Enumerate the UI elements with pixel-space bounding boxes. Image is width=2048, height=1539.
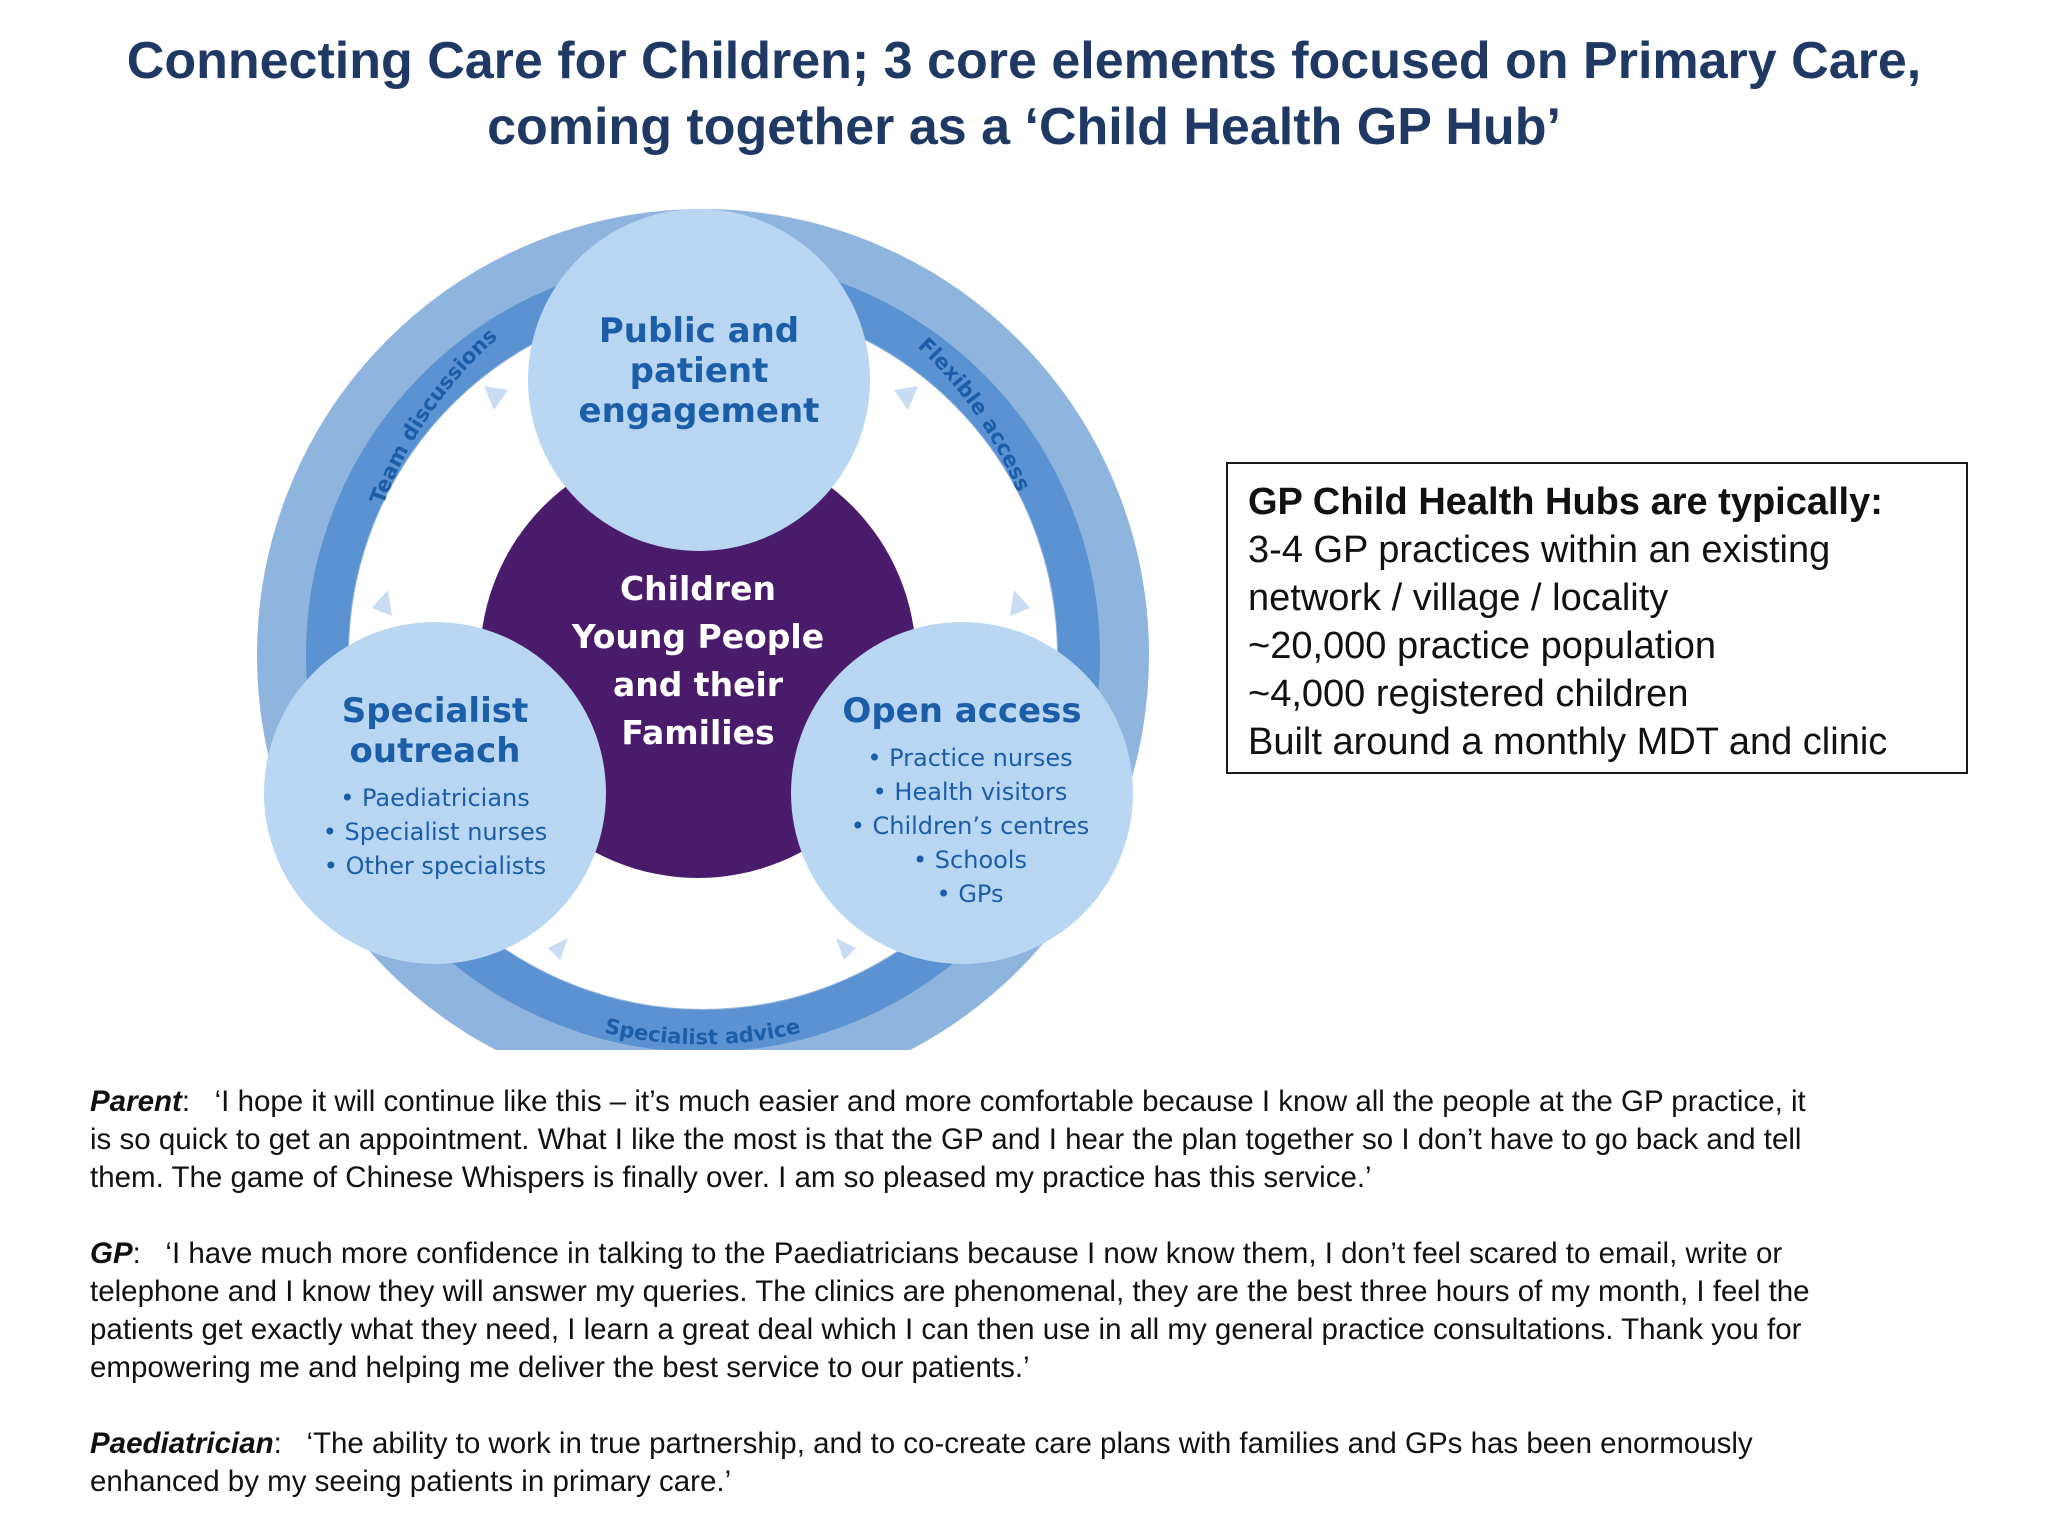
center-line-1: Children bbox=[619, 569, 777, 608]
open-access-item-5: • GPs bbox=[936, 880, 1004, 908]
public-engagement-title-2: patient bbox=[629, 351, 769, 391]
quote-speaker: GP bbox=[90, 1237, 133, 1270]
specialist-item-1: • Paediatricians bbox=[340, 784, 530, 812]
title-line-2: coming together as a ‘Child Health GP Hub’ bbox=[487, 98, 1561, 156]
arrow-bottom-left bbox=[548, 938, 568, 960]
quote-parent: Parent: ‘I hope it will continue like this – it’s much easier and more comfortable because I know all the people at the GP practice, it is so quick to get an appointment. What I like the most is that the GP and I hear the plan together so I don’t have to go back and tell them. The game of Chinese Whispers is finally over. I am so pleased my practice has this service.’ bbox=[90, 1083, 1990, 1197]
quote-line: ‘I have much more confidence in talking to the Paediatricians because I now know them, I don’t feel scared to email, write or bbox=[165, 1237, 1783, 1270]
info-box-heading: GP Child Health Hubs are typically: bbox=[1248, 481, 1883, 523]
open-access-item-2: • Health visitors bbox=[872, 778, 1068, 806]
info-box-line: network / village / locality bbox=[1248, 577, 1669, 619]
specialist-outreach-title-1: Specialist bbox=[341, 691, 529, 731]
info-box-line: Built around a monthly MDT and clinic bbox=[1248, 721, 1888, 763]
info-box-line: 3-4 GP practices within an existing bbox=[1248, 529, 1831, 571]
quote-line: enhanced by my seeing patients in primary care.’ bbox=[90, 1465, 732, 1498]
quote-line: empowering me and helping me deliver the best service to our patients.’ bbox=[90, 1351, 1030, 1384]
quote-gp: GP: ‘I have much more confidence in talking to the Paediatricians because I now know them, I don’t feel scared to email, write or telephone and I know they will answer my queries. The clinics are phenomenal, they are the best three hours of my month, I feel the patients get exactly what they need, I learn a great deal which I can then use in all my general practice consultations. Thank you for empowering me and helping me deliver the best service to our patients.’ bbox=[90, 1235, 1990, 1387]
quote-line: is so quick to get an appointment. What I like the most is that the GP and I hear the plan together so I don’t have to go back and tell bbox=[90, 1123, 1802, 1156]
title-line-1: Connecting Care for Children; 3 core elements focused on Primary Care, bbox=[126, 32, 1922, 90]
specialist-outreach-title-2: outreach bbox=[349, 731, 521, 771]
info-box-line: ~4,000 registered children bbox=[1248, 673, 1689, 715]
quote-paediatrician: Paediatrician: ‘The ability to work in true partnership, and to co-create care plans with families and GPs has been enormously enhanced by my seeing patients in primary care.’ bbox=[90, 1425, 1990, 1501]
open-access-item-1: • Practice nurses bbox=[867, 744, 1073, 772]
care-cycle-diagram bbox=[0, 0, 1200, 1050]
quote-line: ‘The ability to work in true partnership, and to co-create care plans with families and GPs has been enormously bbox=[306, 1427, 1753, 1460]
public-engagement-title-3: engagement bbox=[578, 391, 820, 431]
arrow-right-top bbox=[894, 386, 918, 410]
center-line-2: Young People bbox=[571, 617, 825, 656]
open-access-title: Open access bbox=[842, 691, 1082, 731]
quote-line: ‘I hope it will continue like this – it’s much easier and more comfortable because I know all the people at the GP practice, it bbox=[214, 1085, 1806, 1118]
testimonials bbox=[90, 1083, 1990, 1539]
arrow-right-bottom bbox=[1010, 590, 1030, 616]
arrow-bottom-right bbox=[836, 938, 856, 960]
public-engagement-title-1: Public and bbox=[598, 311, 800, 351]
arrow-left-top bbox=[484, 386, 508, 410]
arc-label-education-bottom: Education bbox=[646, 966, 759, 995]
arc-label-education-left: Education bbox=[416, 390, 487, 503]
quote-line: them. The game of Chinese Whispers is finally over. I am so pleased my practice has this service.’ bbox=[90, 1161, 1372, 1194]
arc-label-flexible-access: Flexible access bbox=[913, 332, 1036, 495]
gp-hub-info-box bbox=[1226, 462, 1968, 774]
center-line-3: and their bbox=[612, 665, 784, 704]
arc-label-education-right: Education bbox=[918, 390, 990, 503]
open-access-item-4: • Schools bbox=[913, 846, 1027, 874]
quote-speaker: Paediatrician bbox=[90, 1427, 274, 1460]
info-box-line: ~20,000 practice population bbox=[1248, 625, 1716, 667]
arrow-left-bottom bbox=[372, 590, 392, 616]
center-line-4: Families bbox=[621, 713, 775, 752]
quote-line: telephone and I know they will answer my queries. The clinics are phenomenal, they are the best three hours of my month, I feel the bbox=[90, 1275, 1810, 1308]
specialist-item-3: • Other specialists bbox=[323, 852, 547, 880]
specialist-item-2: • Specialist nurses bbox=[322, 818, 548, 846]
open-access-item-3: • Children’s centres bbox=[850, 812, 1090, 840]
arc-label-team-discussions: Team discussions bbox=[365, 323, 502, 508]
quote-speaker: Parent bbox=[90, 1085, 182, 1118]
quote-line: patients get exactly what they need, I learn a great deal which I can then use in all my general practice consultations. Thank you for bbox=[90, 1313, 1802, 1346]
arc-label-specialist-advice: Specialist advice bbox=[602, 1014, 803, 1050]
